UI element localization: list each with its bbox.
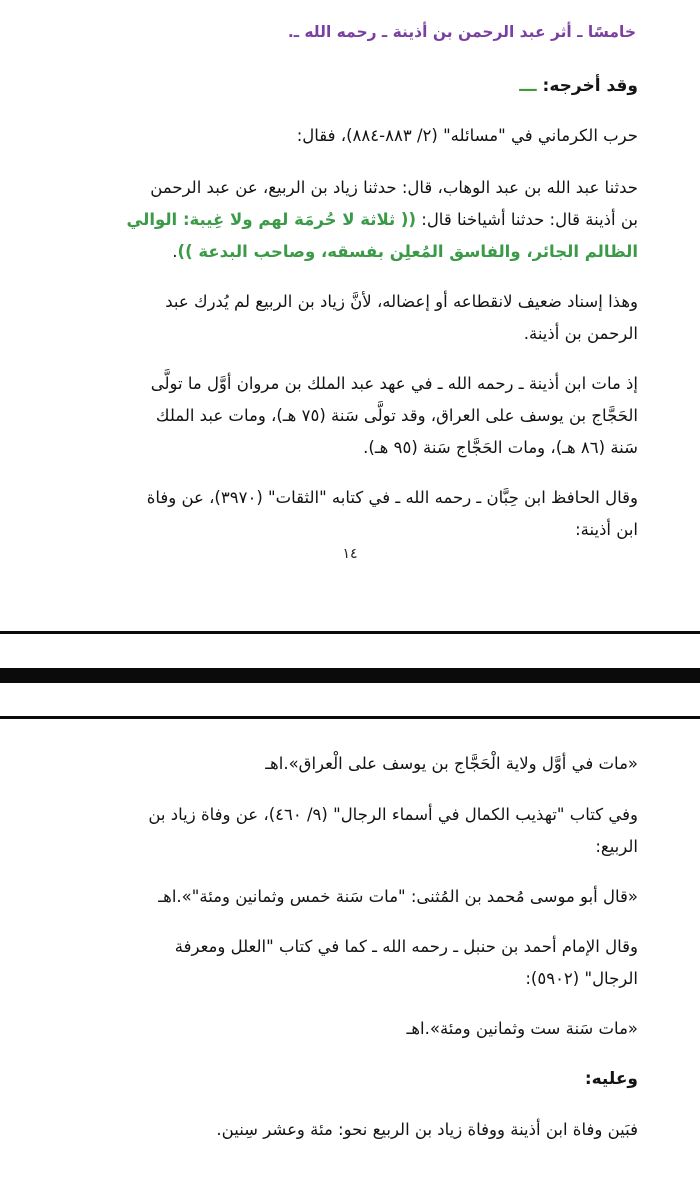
conclusion-heading: وعليه: bbox=[584, 1069, 638, 1089]
paragraph-line: وفي كتاب "تهذيب الكمال في أسماء الرجال" (٩/ ٤٦٠)، عن وفاة زياد بن bbox=[148, 805, 638, 824]
subheading-dash: ـــ bbox=[519, 76, 537, 96]
quote-line: «قال أبو موسى مُحمد بن المُثنى: "مات سَنة خمس وثمانين ومئة"».اهـ bbox=[158, 887, 638, 906]
page-number: ١٤ bbox=[342, 546, 358, 562]
paragraph-line: الربيع: bbox=[595, 837, 638, 856]
section-heading: خامسًا ـ أثر عبد الرحمن بن أذينة ـ رحمه الله ـ. bbox=[287, 23, 636, 41]
paragraph-line: الرحمن بن أذينة. bbox=[523, 324, 638, 343]
paragraph-line: الحَجَّاج بن يوسف على العراق، وقد تولَّى سَنة (٧٥ هـ)، ومات عبد الملك bbox=[155, 406, 638, 425]
paragraph-line: وقال الإمام أحمد بن حنبل ـ رحمه الله ـ كما في كتاب "العلل ومعرفة bbox=[174, 937, 638, 956]
paragraph-line: سَنة (٨٦ هـ)، ومات الحَجَّاج سَنة (٩٥ هـ). bbox=[363, 438, 638, 457]
page-divider-bottom bbox=[0, 716, 700, 719]
page-divider-top bbox=[0, 631, 700, 634]
paragraph-line: الرجال" (٥٩٠٢): bbox=[525, 969, 638, 988]
quote-line: «مات في أوَّل ولاية الْحَجَّاج بن يوسف على الْعراق».اهـ bbox=[265, 754, 638, 773]
paragraph-line: حدثنا عبد الله بن عبد الوهاب، قال: حدثنا زياد بن الربيع، عن عبد الرحمن bbox=[150, 178, 638, 197]
paragraph-line: فبَين وفاة ابن أذينة ووفاة زياد بن الربيع نحو: مئة وعشر سِنين. bbox=[216, 1120, 638, 1139]
paragraph-line: ابن أذينة: bbox=[575, 520, 638, 539]
paragraph-line: وهذا إسناد ضعيف لانقطاعه أو إعضاله، لأنَّ زياد بن الربيع لم يُدرك عبد bbox=[165, 292, 638, 311]
hadith-text: الظالم الجائر، والفاسق المُعلِن بفسقه، وصاحب البدعة )) bbox=[177, 242, 638, 261]
page-divider-thick bbox=[0, 668, 700, 683]
plain-text: بن أذينة قال: حدثنا أشياخنا قال: bbox=[416, 210, 638, 229]
subheading bbox=[58, 72, 638, 100]
quote-line: «مات سَنة ست وثمانين ومئة».اهـ bbox=[406, 1019, 638, 1038]
plain-text: . bbox=[172, 242, 178, 261]
paragraph-line bbox=[58, 206, 638, 234]
hadith-text: (( ثلاثة لا حُرمَة لهم ولا غِيبة: الوالي bbox=[126, 210, 417, 229]
paragraph-line bbox=[58, 238, 638, 266]
paragraph-line: وقال الحافظ ابن حِبَّان ـ رحمه الله ـ في كتابه "الثقات" (٣٩٧٠)، عن وفاة bbox=[146, 488, 638, 507]
subheading-text: وقد أخرجه: bbox=[542, 76, 638, 96]
page-bottom bbox=[0, 735, 700, 1200]
paragraph-line: حرب الكرماني في "مسائله" (٢/ ٨٨٣-٨٨٤)، فقال: bbox=[296, 126, 638, 145]
paragraph-line: إذ مات ابن أذينة ـ رحمه الله ـ في عهد عبد الملك بن مروان أوَّل ما تولَّى bbox=[150, 374, 638, 393]
